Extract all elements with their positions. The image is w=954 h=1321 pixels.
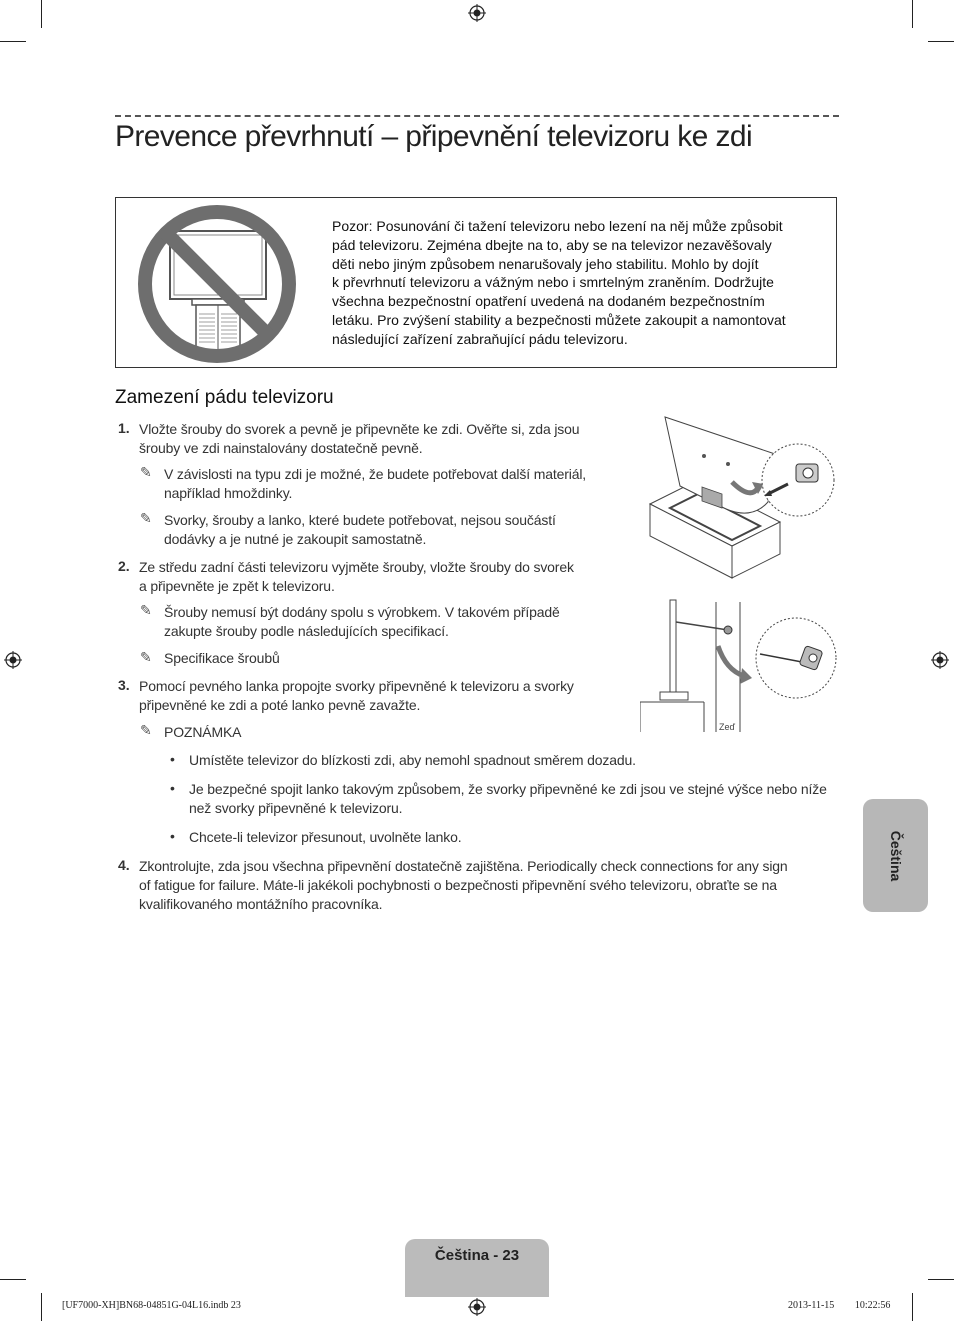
warning-text-line: děti nebo jiným způsobem nenarušovaly jeho stabilitu. Mohlo by dojít <box>332 255 759 272</box>
note-text <box>164 603 614 641</box>
note-text-line: Šrouby nemusí být dodány spolu s výrobkem. V takovém případě <box>164 604 560 620</box>
print-slug-left: [UF7000-XH]BN68-04851G-04L16.indb 23 <box>62 1300 241 1311</box>
step-text-line: Vložte šrouby do svorek a pevně je připevněte ke zdi. Ověřte si, zda jsou <box>139 421 580 437</box>
step-text <box>139 420 609 458</box>
no-climbing-prohibition-icon <box>134 204 300 364</box>
section-heading: Zamezení pádu televizoru <box>115 387 334 408</box>
bullet-text <box>189 751 839 770</box>
footer-page-label: Čeština - 23 <box>434 1247 520 1264</box>
step-number: 1. <box>118 420 130 436</box>
step-text <box>139 857 839 913</box>
note-pencil-icon: ✎ <box>140 464 152 480</box>
warning-text-line: Pozor: Posunování či tažení televizoru nebo lezení na něj může způsobit <box>332 218 783 234</box>
registration-mark-icon <box>4 651 22 669</box>
step-text-line: a připevněte je zpět k televizoru. <box>139 577 335 594</box>
crop-mark <box>0 1279 26 1280</box>
note-text <box>164 723 241 742</box>
print-slug-right: 2013-11-15 ￿￿ 10:22:56 <box>788 1300 891 1311</box>
note-pencil-icon: ✎ <box>140 722 152 738</box>
note-pencil-icon: ✎ <box>140 602 152 618</box>
crop-mark <box>0 41 26 42</box>
step-text-line: šrouby ve zdi nainstalovány dostatečně pevně. <box>139 439 423 456</box>
crop-mark <box>928 41 954 42</box>
step-number: 4. <box>118 857 130 873</box>
step-number: 2. <box>118 558 130 574</box>
note-text <box>164 465 614 503</box>
note-text-line: dodávky a je nutné je zakoupit samostatně. <box>164 530 427 547</box>
warning-text-line: k převrhnutí televizoru a vážným nebo i smrtelným zraněním. Dodržujte <box>332 274 774 291</box>
bullet-text-line: Je bezpečné spojit lanko takovým způsobem, že svorky připevněné ke zdi jsou ve stejné výšce nebo níže <box>189 781 827 797</box>
step-text-line: připevněné ke zdi a poté lanko pevně zavažte. <box>139 696 421 713</box>
note-pencil-icon: ✎ <box>140 510 152 526</box>
step-text-line: kvalifikovaného montážního pracovníka. <box>139 895 383 912</box>
step-text <box>139 677 609 715</box>
footer-page-tab <box>405 1239 549 1297</box>
warning-text-line: pád televizoru. Zejména dbejte na to, aby se na televizor nezavěšovaly <box>332 236 772 253</box>
registration-mark-icon <box>468 4 486 22</box>
crop-mark <box>41 1293 42 1321</box>
wall-label: Zeď <box>719 722 736 732</box>
bullet-text <box>189 780 839 818</box>
page-title: Prevence převrhnutí – připevnění televizoru ke zdi <box>115 120 753 153</box>
language-side-tab-label: Čeština <box>887 830 904 881</box>
bullet-marker: • <box>170 828 175 844</box>
tv-wall-cable-figure <box>640 596 840 736</box>
note-text <box>164 649 614 668</box>
crop-mark <box>912 0 913 28</box>
bullet-marker: • <box>170 751 175 767</box>
bullet-text-line: Chcete-li televizor přesunout, uvolněte lanko. <box>189 829 462 845</box>
note-text-line: například hmoždinky. <box>164 484 293 501</box>
step-text <box>139 558 609 596</box>
bullet-text-line: Umístěte televizor do blízkosti zdi, aby nemohl spadnout směrem dozadu. <box>189 752 636 768</box>
crop-mark <box>41 0 42 28</box>
note-text-line: Svorky, šrouby a lanko, které budete potřebovat, nejsou součástí <box>164 512 556 528</box>
warning-text-line: letáku. Pro zvýšení stability a bezpečnosti můžete zakoupit a namontovat <box>332 311 786 328</box>
step-text-line: of fatigue for failure. Máte-li jakékoli pochybnosti o bezpečnosti připevnění svého televizoru, obraťte se na <box>139 876 777 893</box>
bullet-text-line: než svorky připevněné k televizoru. <box>189 799 403 816</box>
warning-text-line: všechna bezpečnostní opatření uvedená na dodaném bezpečnostním <box>332 293 765 310</box>
registration-mark-icon <box>931 651 949 669</box>
bullet-text <box>189 828 839 847</box>
registration-mark-icon <box>468 1298 486 1316</box>
note-pencil-icon: ✎ <box>140 649 152 665</box>
crop-mark <box>928 1279 954 1280</box>
note-text-line: POZNÁMKA <box>164 724 242 740</box>
note-text-line: zakupte šrouby podle následujících specifikací. <box>164 622 449 639</box>
language-side-tab <box>863 799 928 912</box>
warning-text-line: následující zařízení zabraňující pádu televizoru. <box>332 330 628 347</box>
step-text-line: Pomocí pevného lanka propojte svorky připevněné k televizoru a svorky <box>139 678 574 694</box>
crop-mark <box>912 1293 913 1321</box>
note-text-line: V závislosti na typu zdi je možné, že budete potřebovat další materiál, <box>164 466 587 482</box>
tv-bracket-figure <box>640 412 840 582</box>
warning-text <box>332 217 822 349</box>
step-number: 3. <box>118 677 130 693</box>
step-text-line: Zkontrolujte, zda jsou všechna připevnění dostatečně zajištěna. Periodically check connections for any sign <box>139 858 788 874</box>
warning-box <box>115 197 837 368</box>
title-rule <box>115 115 839 117</box>
bullet-marker: • <box>170 780 175 796</box>
note-text <box>164 511 614 549</box>
step-text-line: Ze středu zadní části televizoru vyjměte šrouby, vložte šrouby do svorek <box>139 559 574 575</box>
note-text-line: Specifikace šroubů <box>164 650 280 666</box>
